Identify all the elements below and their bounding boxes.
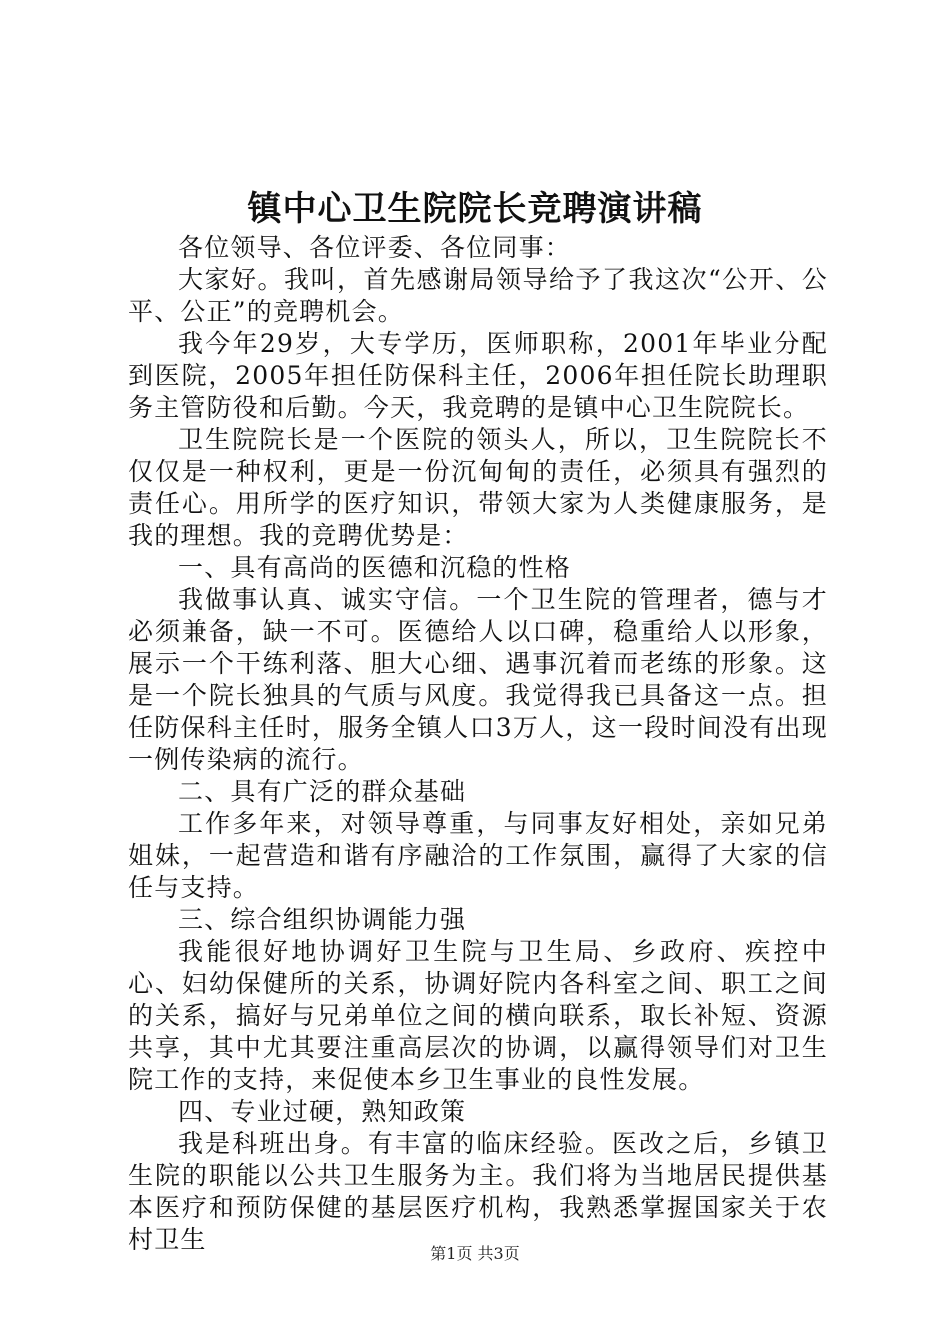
section-heading-4: 四、专业过硬，熟知政策 xyxy=(178,1097,467,1126)
paragraph-salutation: 各位领导、各位评委、各位同事： xyxy=(178,233,572,262)
paragraph-responsibility: 卫生院院长是一个医院的领头人，所以，卫生院院长不仅仅是一种权利，更是一份沉甸甸的责任，必须具有强烈的责任心。用所学的医疗知识，带领大家为人类健康服务，是我的理想。我的竞聘优势是： xyxy=(128,425,828,550)
paragraph-self-introduction: 我今年29岁，大专学历，医师职称，2001年毕业分配到医院，2005年担任防保科主任，2006年担任院长助理职务主管防役和后勤。今天，我竞聘的是镇中心卫生院院长。 xyxy=(128,329,828,422)
section-heading-3: 三、综合组织协调能力强 xyxy=(178,905,467,934)
paragraph-greeting: 大家好。我叫，首先感谢局领导给予了我这次“公开、公平、公正”的竞聘机会。 xyxy=(128,265,828,326)
document-body xyxy=(128,232,828,1256)
paragraph-section-4: 我是科班出身。有丰富的临床经验。医改之后，乡镇卫生院的职能以公共卫生服务为主。我们将为当地居民提供基本医疗和预防保健的基层医疗机构，我熟悉掌握国家关于农村卫生 xyxy=(128,1129,828,1254)
paragraph-section-3: 我能很好地协调好卫生院与卫生局、乡政府、疾控中心、妇幼保健所的关系，协调好院内各科室之间、职工之间的关系，搞好与兄弟单位之间的横向联系，取长补短、资源共享，其中尤其要注重高层次的协调，以赢得领导们对卫生院工作的支持，来促使本乡卫生事业的良性发展。 xyxy=(128,937,828,1094)
page-number: 第1页 共3页 xyxy=(430,1244,520,1263)
section-heading-1: 一、具有高尚的医德和沉稳的性格 xyxy=(178,553,572,582)
paragraph-section-1: 我做事认真、诚实守信。一个卫生院的管理者，德与才必须兼备，缺一不可。医德给人以口碑，稳重给人以形象，展示一个干练利落、胆大心细、遇事沉着而老练的形象。这是一个院长独具的气质与风度。我觉得我已具备这一点。担任防保科主任时，服务全镇人口3万人，这一段时间没有出现一例传染病的流行。 xyxy=(128,585,828,774)
document-title: 镇中心卫生院院长竞聘演讲稿 xyxy=(247,189,703,229)
paragraph-section-2: 工作多年来，对领导尊重，与同事友好相处，亲如兄弟姐妹，一起营造和谐有序融洽的工作氛围，赢得了大家的信任与支持。 xyxy=(128,809,828,902)
section-heading-2: 二、具有广泛的群众基础 xyxy=(178,777,467,806)
